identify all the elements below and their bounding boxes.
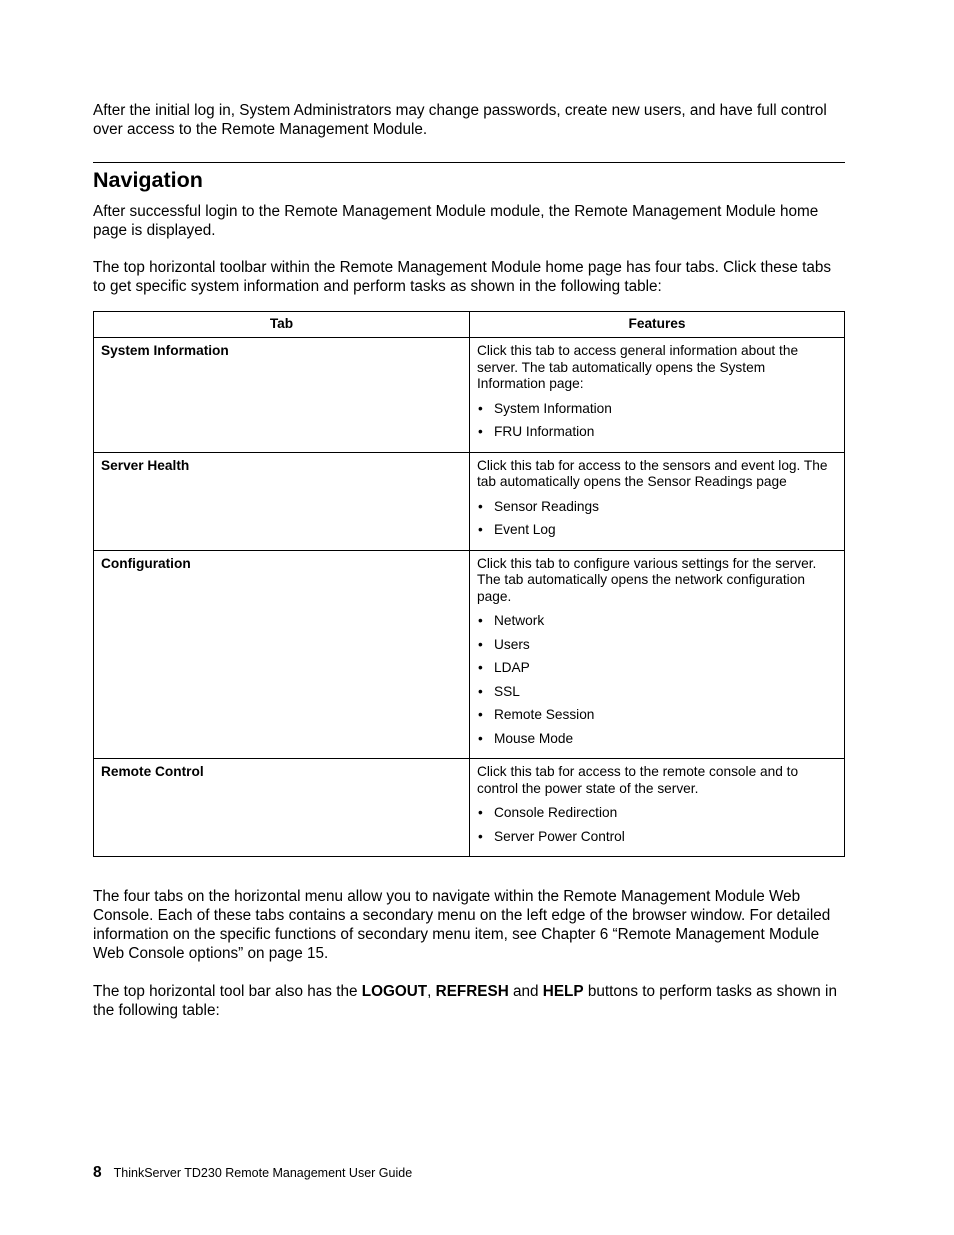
navigation-paragraph-1: After successful login to the Remote Management Module module, the Remote Management Module home page is displayed. (93, 203, 819, 239)
intro-paragraph: After the initial log in, System Administrators may change passwords, create new users, and have full control over access to the Remote Management Module. (93, 102, 827, 138)
table-row (94, 550, 845, 759)
table-header-features: Features (470, 312, 845, 338)
page-footer (93, 1164, 412, 1182)
feature-list (477, 805, 837, 852)
feature-description: Click this tab to access general information about the server. The tab automatically opens the System Information page: (477, 343, 799, 391)
table-row (94, 338, 845, 453)
help-label: HELP (542, 983, 584, 1000)
para4-text-before: The top horizontal tool bar also has the (93, 983, 362, 1000)
list-item: • LDAP (477, 660, 837, 684)
feature-list (477, 613, 837, 754)
features-cell (470, 550, 845, 759)
list-item: • FRU Information (477, 424, 837, 448)
tab-name-cell: Configuration (94, 550, 470, 759)
feature-description: Click this tab for access to the sensors and event log. The tab automatically opens the Sensor Readings page (477, 457, 828, 489)
para4-text-after: buttons to perform tasks as shown in the following table: (93, 983, 837, 1019)
para4-sep-1: , (427, 983, 436, 1000)
feature-list (477, 499, 837, 546)
list-item: • Sensor Readings (477, 499, 837, 523)
features-cell (470, 338, 845, 453)
logout-label: LOGOUT (361, 983, 428, 1000)
table-row (94, 759, 845, 857)
table-header-tab: Tab (94, 312, 470, 338)
page-content (93, 101, 845, 1020)
list-item: • Server Power Control (477, 829, 837, 853)
refresh-label: REFRESH (435, 983, 509, 1000)
page-number: 8 (93, 1164, 102, 1181)
tab-name-cell: System Information (94, 338, 470, 453)
feature-description: Click this tab to configure various settings for the server. The tab automatically opens the network configuration page. (477, 555, 817, 604)
list-item: • Console Redirection (477, 805, 837, 829)
section-title: Navigation (93, 168, 203, 192)
features-cell (470, 452, 845, 550)
feature-list (477, 401, 837, 448)
table-row (94, 452, 845, 550)
list-item: • Users (477, 637, 837, 661)
list-item: • Network (477, 613, 837, 637)
list-item: • Remote Session (477, 707, 837, 731)
table-header-row (94, 312, 845, 338)
features-cell (470, 759, 845, 857)
tabs-features-table (93, 311, 845, 857)
list-item: • Mouse Mode (477, 731, 837, 755)
navigation-paragraph-3: The four tabs on the horizontal menu allow you to navigate within the Remote Management Module Web Console. Each of these tabs contains a secondary menu on the left edge of the browser window. For detailed information on the specific functions of secondary menu item, see Chapter 6 “Remote Management Module Web Console options” on page 15. (93, 888, 831, 962)
para4-sep-2: and (508, 983, 543, 1000)
navigation-paragraph-2: The top horizontal toolbar within the Remote Management Module home page has four tabs. Click these tabs to get specific system information and perform tasks as shown in the following table: (93, 259, 832, 295)
list-item: • SSL (477, 684, 837, 708)
feature-description: Click this tab for access to the remote console and to control the power state of the server. (477, 764, 799, 796)
list-item: • Event Log (477, 522, 837, 546)
document-title: ThinkServer TD230 Remote Management User Guide (113, 1166, 413, 1180)
list-item: • System Information (477, 401, 837, 425)
navigation-paragraph-4 (93, 982, 845, 1020)
tab-name-cell: Server Health (94, 452, 470, 550)
tab-name-cell: Remote Control (94, 759, 470, 857)
section-divider (93, 162, 845, 163)
